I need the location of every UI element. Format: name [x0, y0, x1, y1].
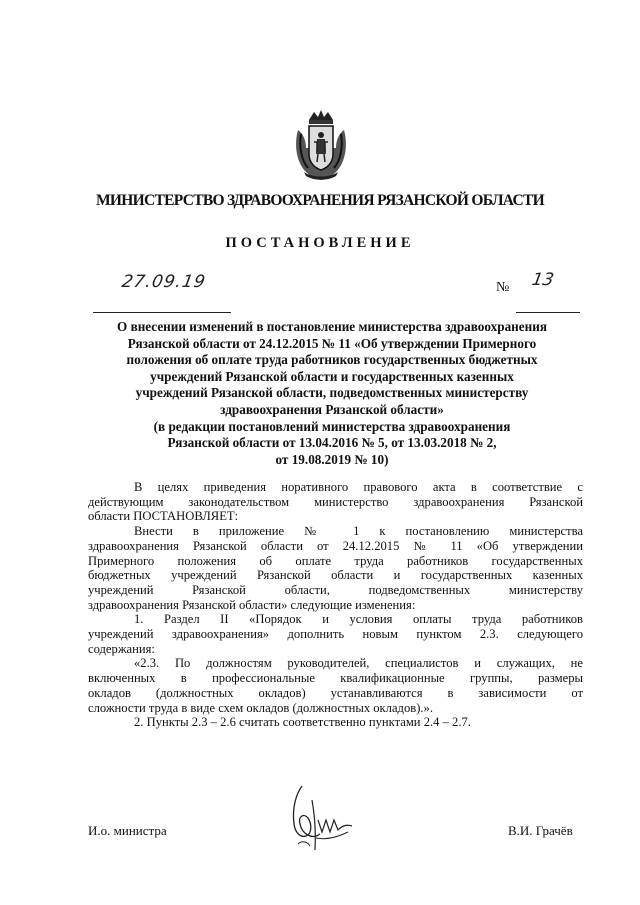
body-line: сложности труда в виде схем окладов (должностных окладов).».	[88, 700, 433, 715]
title-line: учреждений Рязанской области и государственных казенных	[150, 368, 514, 384]
document-body	[88, 480, 583, 730]
title-line: О внесении изменений в постановление министерства здравоохранения	[117, 319, 547, 334]
body-line: включенных в профессиональные квалификационные группы, размеры	[88, 671, 583, 686]
body-line: области ПОСТАНОВЛЯЕТ:	[88, 509, 239, 524]
title-line: Рязанской области от 13.04.2016 № 5, от 13.03.2018 № 2,	[167, 435, 497, 451]
ministry-name: МИНИСТЕРСТВО ЗДРАВООХРАНЕНИЯ РЯЗАНСКОЙ ОБЛАСТИ	[95, 192, 545, 209]
date-underline	[93, 294, 231, 313]
body-line: 2. Пункты 2.3 – 2.6 считать соответственно пунктами 2.4 – 2.7.	[134, 715, 471, 730]
title-line: (в редакции постановлений министерства здравоохранения	[153, 418, 511, 434]
handwritten-signature	[282, 780, 364, 858]
number-underline	[516, 294, 580, 313]
title-line: положения об оплате труда работников государственных бюджетных	[126, 352, 538, 368]
signatory-name: В.И. Грачёв	[508, 823, 573, 838]
title-line: Рязанской области от 24.12.2015 № 11 «Об утверждении Примерного	[127, 335, 537, 351]
title-line: здравоохранения Рязанской области»	[220, 401, 444, 417]
paragraph-item-2	[88, 715, 583, 730]
body-line: В целях приведения норативного правового акта в соответствие с	[134, 480, 583, 494]
body-line: 1. Раздел II «Порядок и условия оплаты труда работников	[134, 612, 583, 627]
body-line: Внести в приложение № 1 к постановлению министерства	[134, 524, 583, 539]
number-label: №	[496, 280, 510, 295]
document-title	[78, 319, 586, 468]
body-line: здравоохранения Рязанской области от 24.12.2015 № 11 «Об утверждении	[88, 538, 583, 553]
signatory-position: И.о. министра	[88, 823, 167, 838]
body-line: действующим законодательством министерство здравоохранения Рязанской	[88, 494, 583, 509]
coat-of-arms-icon	[292, 108, 350, 182]
paragraph-preamble	[88, 480, 583, 524]
body-line: учреждений Рязанской области, подведомственных министерству	[88, 582, 583, 597]
body-line: содержания:	[88, 641, 155, 656]
body-line: учреждений здравоохранения» дополнить новым пунктом 2.3. следующего	[88, 627, 583, 642]
title-line: от 19.08.2019 № 10)	[275, 451, 389, 467]
body-line: «2.3. По должностям руководителей, специалистов и служащих, не	[134, 656, 583, 671]
body-line: бюджетных учреждений Рязанской области и государственных казенных	[88, 568, 583, 583]
document-number: 13	[530, 270, 556, 290]
body-line: здравоохранения Рязанской области» следующие изменения:	[88, 597, 416, 612]
body-line: Примерного положения об оплате труда работников государственных	[88, 553, 583, 568]
paragraph-quote	[88, 656, 583, 715]
document-type: ПОСТАНОВЛЕНИЕ	[225, 235, 415, 251]
paragraph-item-1	[88, 612, 583, 656]
document-date: 27.09.19	[120, 272, 208, 292]
paragraph-amendment	[88, 524, 583, 612]
body-line: окладов (должностных окладов) устанавливаются в зависимости от	[88, 685, 583, 700]
title-line: учреждений Рязанской области, подведомственных министерству	[135, 385, 529, 401]
